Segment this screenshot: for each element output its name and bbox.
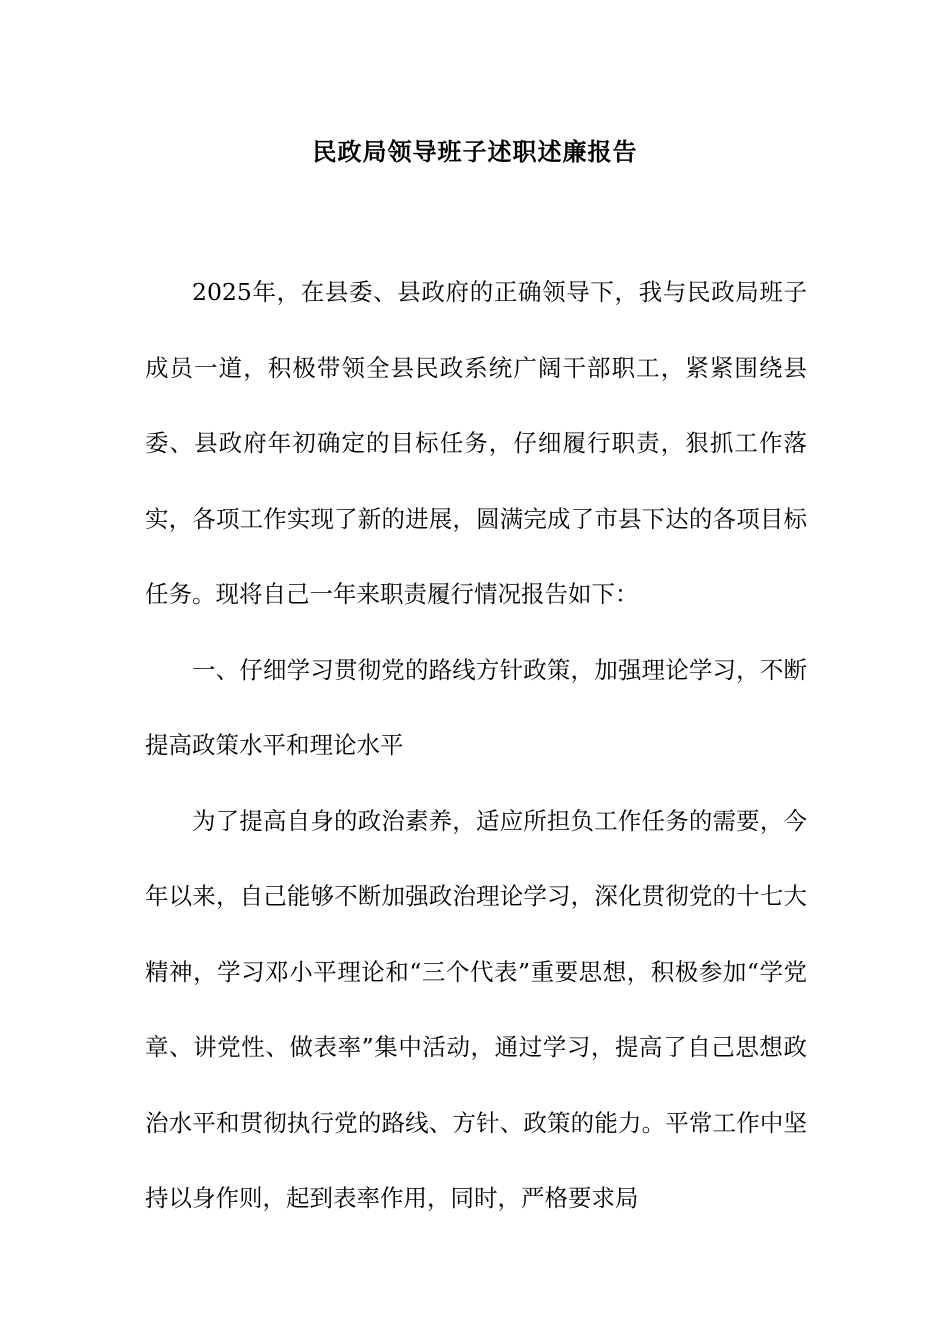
document-body bbox=[145, 255, 807, 1237]
document-title: 民政局领导班子述职述廉报告 bbox=[312, 137, 638, 166]
paragraph-study: 为了提高自身的政治素养，适应所担负工作任务的需要，今年以来，自己能够不断加强政治理论学习，深化贯彻党的十七大精神，学习邓小平理论和“三个代表”重要思想，积极参加“学党章、讲党性、做表率”集中活动，通过学习，提高了自己思想政治水平和贯彻执行党的路线、方针、政策的能力。平常工作中坚持以身作则，起到表率作用，同时，严格要求局 bbox=[145, 806, 807, 1212]
paragraph-intro: 2025年，在县委、县政府的正确领导下，我与民政局班子成员一道，积极带领全县民政系统广阔干部职工，紧紧围绕县委、县政府年初确定的目标任务，仔细履行职责，狠抓工作落实，各项工作实现了新的进展，圆满完成了市县下达的各项目标任务。现将自己一年来职责履行情况报告如下： bbox=[145, 278, 807, 608]
paragraph-section-heading: 一、仔细学习贯彻党的路线方针政策，加强理论学习，不断提高政策水平和理论水平 bbox=[145, 655, 807, 759]
